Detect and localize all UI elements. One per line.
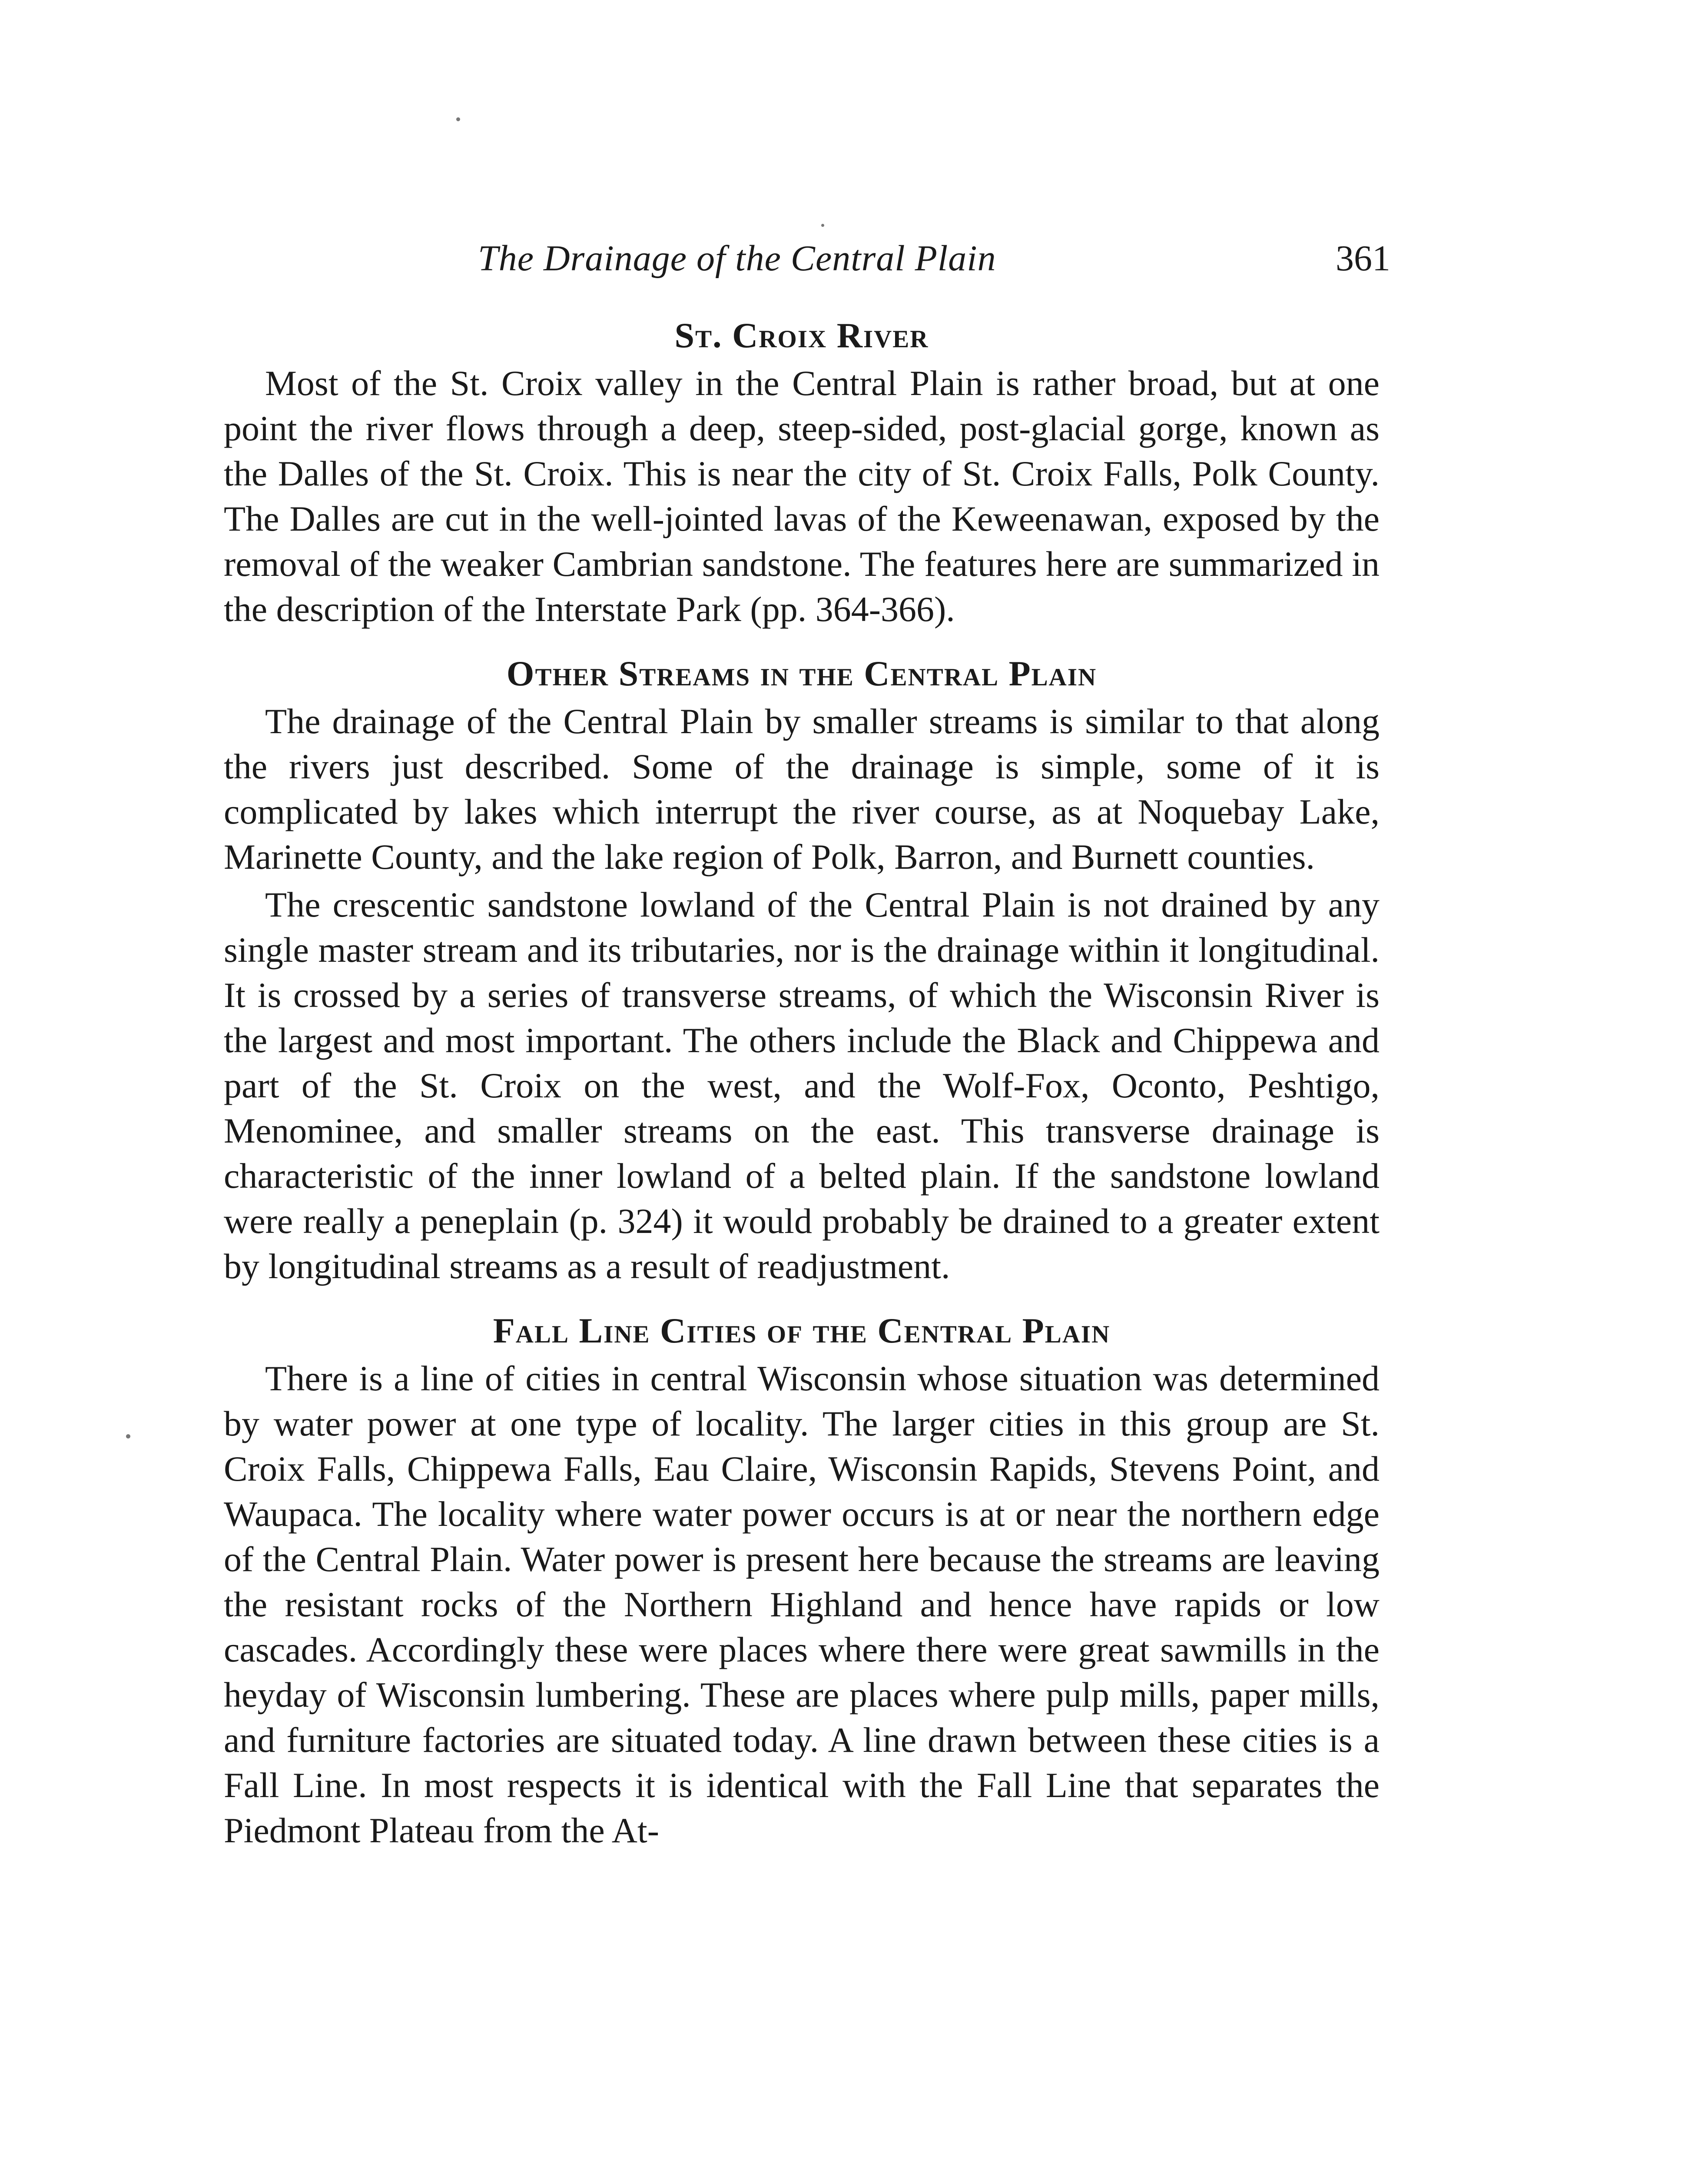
- paragraph: There is a line of cities in central Wisconsin whose situation was determined by water power at one type of locality. The larger cities in this group are St. Croix Falls, Chippewa Falls, Eau Claire, Wisconsin Rapids, Stevens Point, and Waupaca. The locality where water power occurs is at or near the northern edge of the Central Plain. Water power is present here because the streams are leaving the resistant rocks of the Northern Highland and hence have rapids or low cascades. Accordingly these were places where there were great sawmills in the heyday of Wisconsin lumbering. These are places where pulp mills, paper mills, and furniture factories are situated today. A line drawn between these cities is a Fall Line. In most respects it is identical with the Fall Line that separates the Piedmont Plateau from the At-: [224, 1359, 1380, 1850]
- paragraph: Most of the St. Croix valley in the Central Plain is rather broad, but at one point the river flows through a deep, steep-sided, post-glacial gorge, known as the Dalles of the St. Croix. This is near the city of St. Croix Falls, Polk County. The Dalles are cut in the well-jointed lavas of the Keweenawan, exposed by the removal of the weaker Cambrian sandstone. The features here are summarized in the description of the Interstate Park (pp. 364-366).: [224, 363, 1380, 629]
- body-text: [224, 313, 1380, 1853]
- running-title: The Drainage of the Central Plain: [478, 238, 996, 279]
- scan-speck: [456, 117, 460, 121]
- section-heading-other-streams: Other Streams in the Central Plain: [506, 654, 1097, 693]
- paragraph: The crescentic sandstone lowland of the Central Plain is not drained by any single master stream and its tributaries, nor is the drainage within it longitudinal. It is crossed by a series of transverse streams, of which the Wisconsin River is the largest and most important. The others include the Black and Chippewa and part of the St. Croix on the west, and the Wolf-Fox, Oconto, Peshtigo, Menominee, and smaller streams on the east. This transverse drainage is characteristic of the inner lowland of a belted plain. If the sandstone lowland were really a peneplain (p. 324) it would probably be drained to a greater extent by longitudinal streams as a result of readjustment.: [224, 885, 1380, 1286]
- page-number: 361: [1336, 238, 1390, 279]
- section-heading-st-croix-river: St. Croix River: [674, 316, 929, 355]
- paragraph: The drainage of the Central Plain by smaller streams is similar to that along the rivers just described. Some of the drainage is simple, some of it is complicated by lakes which interrupt the river course, as at Noquebay Lake, Marinette County, and the lake region of Polk, Barron, and Burnett counties.: [224, 701, 1380, 877]
- section-heading-fall-line-cities: Fall Line Cities of the Central Plain: [493, 1311, 1111, 1350]
- scan-speck: [821, 224, 824, 227]
- page-header: [478, 235, 1390, 291]
- scan-speck: [126, 1434, 130, 1439]
